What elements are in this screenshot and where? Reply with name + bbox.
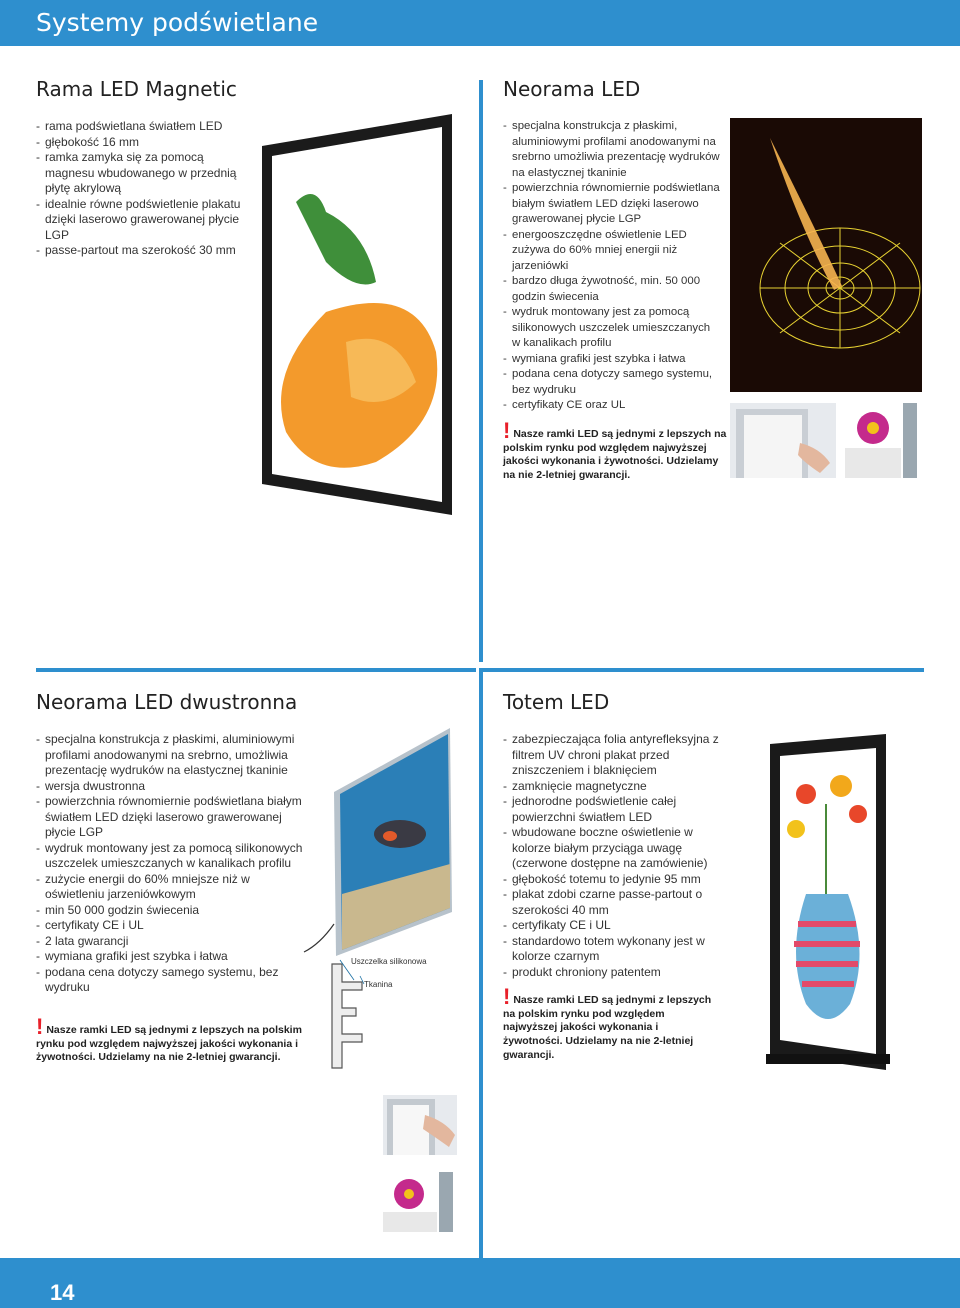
list-item: - energooszczędne oświetlenie LED zużywa do 60% mniej energii niż jarzeniówki	[503, 228, 721, 275]
list-item: - wymiana grafiki jest szybka i łatwa	[36, 949, 304, 965]
totem-feature-list	[503, 732, 728, 980]
totem-title: Totem LED	[503, 690, 610, 714]
neorama-detail-image-2	[845, 403, 919, 478]
list-item: - powierzchnia równomiernie podświetlana białym światłem LED dzięki laserowo grawerowanej płycie LGP	[503, 181, 721, 228]
list-item: - wydruk montowany jest za pomocą silikonowych uszczelek umieszczanych w kanalikach profilu	[503, 305, 721, 352]
page-title: Systemy podświetlane	[36, 8, 319, 37]
totem-warranty-note: ! Nasze ramki LED są jednymi z lepszych na polskim rynku pod względem najwyższej jakości wykonania i żywotności. Udzielamy na nie 2-letniej gwarancji.	[503, 984, 712, 1061]
exclamation-icon: !	[503, 418, 511, 443]
list-item: - jednorodne podświetlenie całej powierzchni światłem LED	[503, 794, 728, 825]
list-item: - wymiana grafiki jest szybka i łatwa	[503, 352, 721, 368]
rama-feature-list	[36, 119, 251, 259]
neorama-feature-list	[503, 119, 721, 414]
dwustronna-product-image	[300, 724, 458, 956]
horizontal-divider-left	[36, 668, 476, 672]
list-item: - głębokość totemu to jedynie 95 mm	[503, 872, 728, 888]
neorama-warranty-note: ! Nasze ramki LED są jednymi z lepszych na polskim rynku pod względem najwyższej jakości wykonania i żywotności. Udzielamy na nie 2-letniej gwarancji.	[503, 418, 727, 482]
vertical-divider-top	[479, 80, 483, 662]
fabric-label: Tkanina	[364, 980, 393, 989]
horizontal-divider-right	[483, 668, 924, 672]
list-item: - 2 lata gwarancji	[36, 934, 304, 950]
list-item: - wersja dwustronna	[36, 779, 304, 795]
list-item: - zamknięcie magnetyczne	[503, 779, 728, 795]
list-item: - wbudowane boczne oświetlenie w kolorze białym przyciąga uwagę (czerwone dostępne na zamówienie)	[503, 825, 728, 872]
neorama-product-image	[730, 118, 922, 392]
list-item: - passe-partout ma szerokość 30 mm	[36, 243, 251, 259]
list-item: - podana cena dotyczy samego systemu, bez wydruku	[36, 965, 304, 996]
list-item: - rama podświetlana światłem LED	[36, 119, 251, 135]
seal-label: Uszczelka silikonowa	[351, 957, 427, 966]
list-item: - podana cena dotyczy samego systemu, bez wydruku	[503, 367, 721, 398]
striped-vase	[796, 894, 860, 1019]
rama-product-image	[256, 112, 456, 517]
dwustronna-warranty-note: ! Nasze ramki LED są jednymi z lepszych na polskim rynku pod względem najwyższej jakości wykonania i żywotności. Udzielamy na nie 2-letniej gwarancji.	[36, 1014, 302, 1064]
dwustronna-feature-list	[36, 732, 304, 996]
list-item: - zabezpieczająca folia antyrefleksyjna z filtrem UV chroni plakat przed zniszczeniem i blaknięciem	[503, 732, 728, 779]
aluminium-profile-shape	[332, 964, 362, 1068]
footer-bar	[0, 1258, 960, 1308]
exclamation-icon: !	[36, 1014, 44, 1039]
vertical-divider-bottom	[479, 668, 483, 1258]
list-item: - bardzo długa żywotność, min. 50 000 godzin świecenia	[503, 274, 721, 305]
list-item: - certyfikaty CE i UL	[503, 918, 728, 934]
list-item: - głębokość 16 mm	[36, 135, 251, 151]
wormhole-grid	[760, 228, 920, 348]
dwustronna-detail-image-1	[383, 1095, 457, 1155]
neorama-detail-image-1	[730, 403, 836, 478]
list-item: - idealnie równe podświetlenie plakatu dzięki laserowo grawerowanej płycie LGP	[36, 197, 251, 244]
list-item: - specjalna konstrukcja z płaskimi, aluminiowymi profilami anodowanymi na srebrno umożliwia prezentację wydruków na elastycznej tkaninie	[503, 119, 721, 181]
list-item: - wydruk montowany jest za pomocą silikonowych uszczelek umieszczanych w kanalikach profilu	[36, 841, 304, 872]
power-cable	[304, 924, 334, 952]
totem-base	[766, 1054, 890, 1064]
totem-product-image	[736, 734, 926, 1070]
list-item: - produkt chroniony patentem	[503, 965, 728, 981]
list-item: - min 50 000 godzin świecenia	[36, 903, 304, 919]
list-item: - powierzchnia równomiernie podświetlana białym światłem LED dzięki laserowo grawerowanej płycie LGP	[36, 794, 304, 841]
exclamation-icon: !	[503, 984, 511, 1009]
list-item: - certyfikaty CE i UL	[36, 918, 304, 934]
list-item: - ramka zamyka się za pomocą magnesu wbudowanego w przednią płytę akrylową	[36, 150, 251, 197]
list-item: - plakat zdobi czarne passe-partout o szerokości 40 mm	[503, 887, 728, 918]
dwustronna-title: Neorama LED dwustronna	[36, 690, 298, 714]
dwustronna-detail-image-2	[383, 1172, 457, 1232]
list-item: - standardowo totem wykonany jest w kolorze czarnym	[503, 934, 728, 965]
list-item: - certyfikaty CE oraz UL	[503, 398, 721, 414]
list-item: - specjalna konstrukcja z płaskimi, aluminiowymi profilami anodowanymi na srebrno, umożliwia prezentację wydruków na elastycznej tkaninie	[36, 732, 304, 779]
rama-title: Rama LED Magnetic	[36, 77, 237, 101]
list-item: - zużycie energii do 60% mniejsze niż w oświetleniu jarzeniówkowym	[36, 872, 304, 903]
neorama-title: Neorama LED	[503, 77, 641, 101]
page-number: 14	[50, 1280, 75, 1305]
fish-shape	[374, 820, 426, 848]
profile-cross-section-diagram	[328, 956, 368, 1072]
